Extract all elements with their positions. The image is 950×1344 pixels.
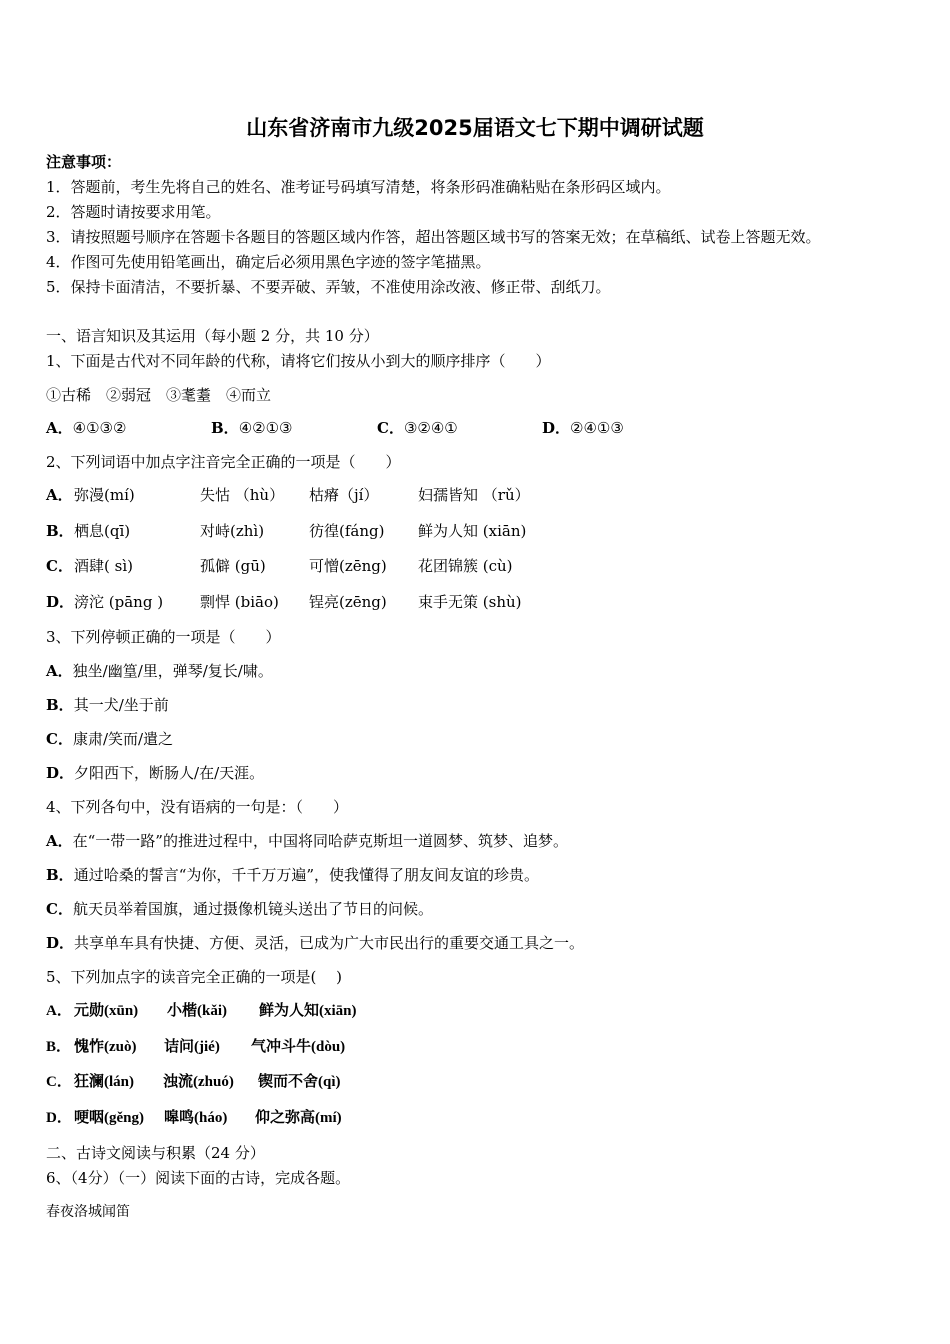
q1-option-c: C．③②④①: [377, 419, 458, 437]
poem-title: 春夜洛城闻笛: [46, 1204, 130, 1220]
q1-items: ①古稀 ②弱冠 ③耄耋 ④而立: [46, 386, 272, 404]
section2-heading: 二、古诗文阅读与积累（24 分）: [46, 1144, 265, 1162]
notice-item: 1．答题前，考生先将自己的姓名、准考证号码填写清楚，将条形码准确粘贴在条形码区域内。: [46, 178, 671, 196]
notice-heading: 注意事项：: [46, 153, 122, 171]
q4-option-d: D．共享单车具有快捷、方便、灵活，已成为广大市民出行的重要交通工具之一。: [46, 934, 585, 952]
q3-option-b: B．其一犬/坐于前: [46, 696, 169, 714]
notice-item: 4．作图可先使用铅笔画出，确定后必须用黑色字迹的签字笔描黑。: [46, 253, 491, 271]
exam-page: 山东省济南市九级2025届语文七下期中调研试题 注意事项： 1．答题前，考生先将自己的姓名、准考证号码填写清楚，将条形码准确粘贴在条形码区域内。 2．答题时请按要求用笔。 3．请按照题号顺序在答题卡各题目的答题区域内作答，超出答题区域书写的答案无效；在草稿纸、试卷上答题无效。 4．作图可先使用铅笔画出，确定后必须用黑色字迹的签字笔描黑。 5．保持卡面清洁，不要折暴、不要弄破、弄皱，不准使用涂改液、修正带、刮纸刀。 一、语言知识及其运用（每小题 2 分，共 10 分） 1、下面是古代对不同年龄的代称，请将它们按从小到大的顺序排序（ ） ①古稀 ②弱冠 ③耄耋 ④而立 A．④①③② B．④②①③ C．③②④① D．②④①③ 2、下列词语中加点字注音完全正确的一项是（ ） A． 弥漫(mí) 失怙 （hù） 枯瘠（jí） 妇孺皆知 （rǔ） B． 栖息(qī) 对峙(zhì) 彷徨(fáng) 鲜为人知 (xiān) C． 酒肆( sì) 孤僻 (gū) 可憎(zēng) 花团锦簇 (cù) D． 滂沱 (pāng ) 剽悍 (biāo) 锃亮(zēng) 束手无策 (shù) 3、下列停顿正确的一项是（ ） A．独坐/幽篁/里，弹琴/复长/啸。 B．其一犬/坐于前 C．康肃/笑而/遣之 D．夕阳西下，断肠人/在/天涯。 4、下列各句中，没有语病的一句是：（ ） A．在“一带一路”的推进过程中，中国将同哈萨克斯坦一道圆梦、筑梦、追梦。 B．通过哈桑的誓言“为你，千千万万遍”，使我懂得了朋友间友谊的珍贵。 C．航天员举着国旗，通过摄像机镜头送出了节日的问候。 D．共享单车具有快捷、方便、灵活，已成为广大市民出行的重要交通工具之一。 5、下列加点字的读音完全正确的一项是( ) A． 元勋(xūn) 小楷(kǎi) 鲜为人知(xiān) B． 愧怍(zuò) 诘问(jié) 气冲斗牛(dòu) C． 狂澜(lán) 浊流(zhuó) 锲而不舍(qì) D． 哽咽(gěng) 嗥鸣(háo) 仰之弥高(mí) 二、古诗文阅读与积累（24 分） 6、（4分）（一）阅读下面的古诗，完成各题。 春夜洛城闻笛: [0, 0, 950, 1344]
q4-option-b: B．通过哈桑的誓言“为你，千千万万遍”，使我懂得了朋友间友谊的珍贵。: [46, 866, 540, 884]
q1-stem: 1、下面是古代对不同年龄的代称，请将它们按从小到大的顺序排序（ ）: [46, 352, 551, 370]
q1-option-a: A．④①③②: [46, 419, 127, 437]
notice-item: 3．请按照题号顺序在答题卡各题目的答题区域内作答，超出答题区域书写的答案无效；在草稿纸、试卷上答题无效。: [46, 228, 821, 246]
q4-option-c: C．航天员举着国旗，通过摄像机镜头送出了节日的问候。: [46, 900, 433, 918]
section1-heading: 一、语言知识及其运用（每小题 2 分，共 10 分）: [46, 327, 379, 345]
q3-option-a: A．独坐/幽篁/里，弹琴/复长/啸。: [46, 662, 273, 680]
q1-option-d: D．②④①③: [542, 419, 624, 437]
exam-title: 山东省济南市九级2025届语文七下期中调研试题: [246, 116, 704, 140]
q3-option-c: C．康肃/笑而/遣之: [46, 730, 174, 748]
q4-stem: 4、下列各句中，没有语病的一句是：（ ）: [46, 798, 349, 816]
q5-stem: 5、下列加点字的读音完全正确的一项是( ): [46, 968, 343, 986]
notice-item: 2．答题时请按要求用笔。: [46, 203, 221, 221]
q3-stem: 3、下列停顿正确的一项是（ ）: [46, 628, 281, 646]
q3-option-d: D．夕阳西下，断肠人/在/天涯。: [46, 764, 265, 782]
q2-stem: 2、下列词语中加点字注音完全正确的一项是（ ）: [46, 453, 401, 471]
q6-stem: 6、（4分）（一）阅读下面的古诗，完成各题。: [46, 1169, 351, 1187]
q4-option-a: A．在“一带一路”的推进过程中，中国将同哈萨克斯坦一道圆梦、筑梦、追梦。: [46, 832, 568, 850]
q1-option-b: B．④②①③: [211, 419, 293, 437]
notice-item: 5．保持卡面清洁，不要折暴、不要弄破、弄皱，不准使用涂改液、修正带、刮纸刀。: [46, 278, 611, 296]
